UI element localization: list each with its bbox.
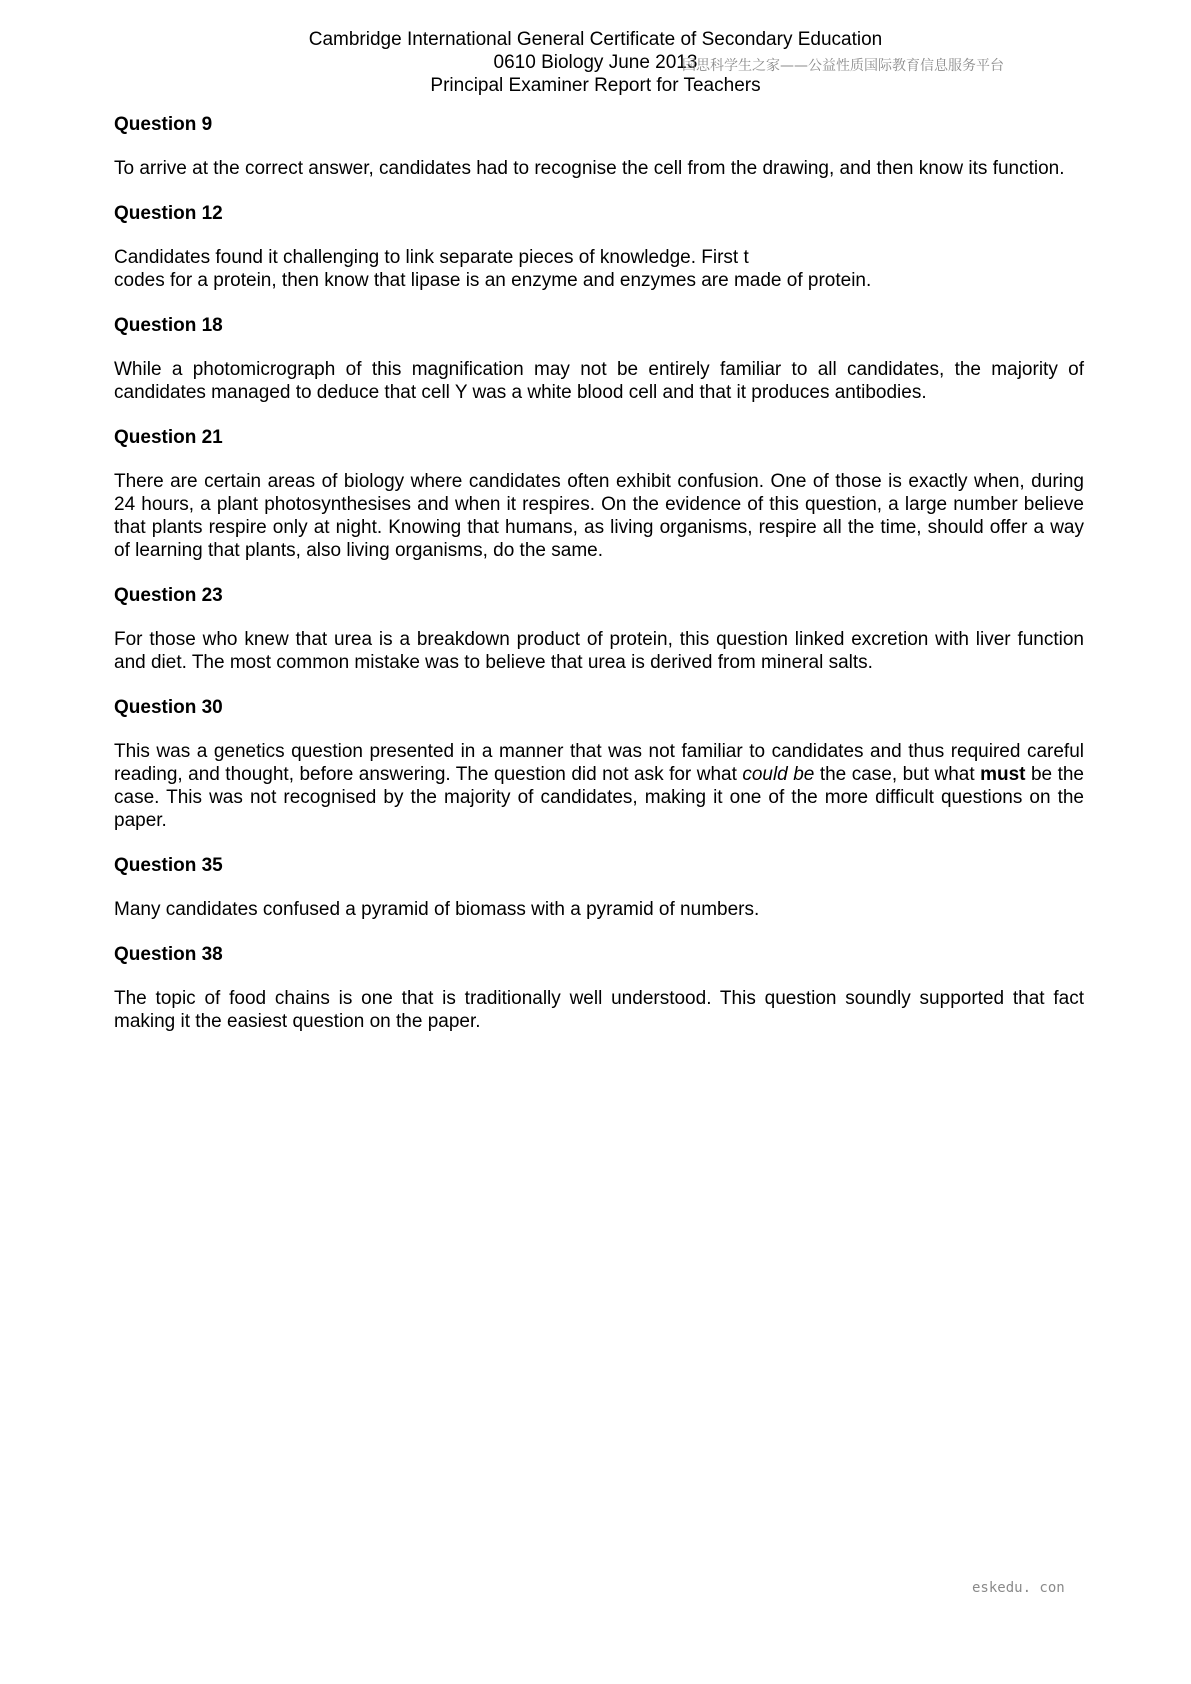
question-body-line: codes for a protein, then know that lipase is an enzyme and enzymes are made of protein. [114,270,872,291]
header-subject: 0610 Biology June 2013 [493,52,698,73]
question-body: Many candidates confused a pyramid of biomass with a pyramid of numbers. [114,899,760,920]
question-heading: Question 9 [114,114,213,135]
question-heading: Question 21 [114,427,223,448]
question-section [114,696,1084,832]
question-body-strong: must [980,764,1026,785]
report-content [114,113,1084,1055]
question-body: For those who knew that urea is a breakdown product of protein, this question linked excretion with liver function and diet. The most common mistake was to believe that urea is derived from mineral salts. [114,629,1084,673]
question-body [114,246,1084,292]
question-heading: Question 35 [114,855,223,876]
watermark-text: 国思科学生之家——公益性质国际教育信息服务平台 [682,58,1004,74]
question-heading: Question 12 [114,203,223,224]
question-heading: Question 18 [114,315,223,336]
question-body: There are certain areas of biology where candidates often exhibit confusion. One of those is exactly when, during 24 hours, a plant photosynthesises and when it respires. On the evidence of this question, a large number believe that plants respire only at night. Knowing that humans, as living organisms, respire all the time, should offer a way of learning that plants, also living organisms, do the same. [114,471,1084,561]
question-body: The topic of food chains is one that is traditionally well understood. This question soundly supported that fact making it the easiest question on the paper. [114,988,1084,1032]
question-heading: Question 38 [114,944,223,965]
header-title: Cambridge International General Certificate of Secondary Education [308,29,883,50]
question-section [114,426,1084,562]
header-report-type: Principal Examiner Report for Teachers [430,75,761,96]
question-heading: Question 30 [114,697,223,718]
footer-site-mark: eskedu. con [972,1580,1065,1596]
page-header [0,28,1191,97]
question-body-text: be the case. This was not recognised by the majority of candidates, making it one of the more difficult questions on the paper. [114,764,1084,831]
question-section [114,113,1084,180]
question-body [114,740,1084,832]
question-section [114,314,1084,404]
question-section [114,854,1084,921]
question-body-emphasis: could be [742,764,815,785]
question-body: To arrive at the correct answer, candidates had to recognise the cell from the drawing, and then know its function. [114,158,1065,179]
question-heading: Question 23 [114,585,223,606]
question-body-line: Candidates found it challenging to link separate pieces of knowledge. First t [114,247,749,268]
question-body: While a photomicrograph of this magnification may not be entirely familiar to all candidates, the majority of candidates managed to deduce that cell Y was a white blood cell and that it produces antibodies. [114,359,1084,403]
question-section [114,584,1084,674]
question-body-text: This was a genetics question presented in a manner that was not familiar to candidates and thus required careful reading, and thought, before answering. The question did not ask for what [114,741,1084,785]
question-section [114,943,1084,1033]
question-body-text: the case, but what [814,764,981,785]
question-section [114,202,1084,292]
